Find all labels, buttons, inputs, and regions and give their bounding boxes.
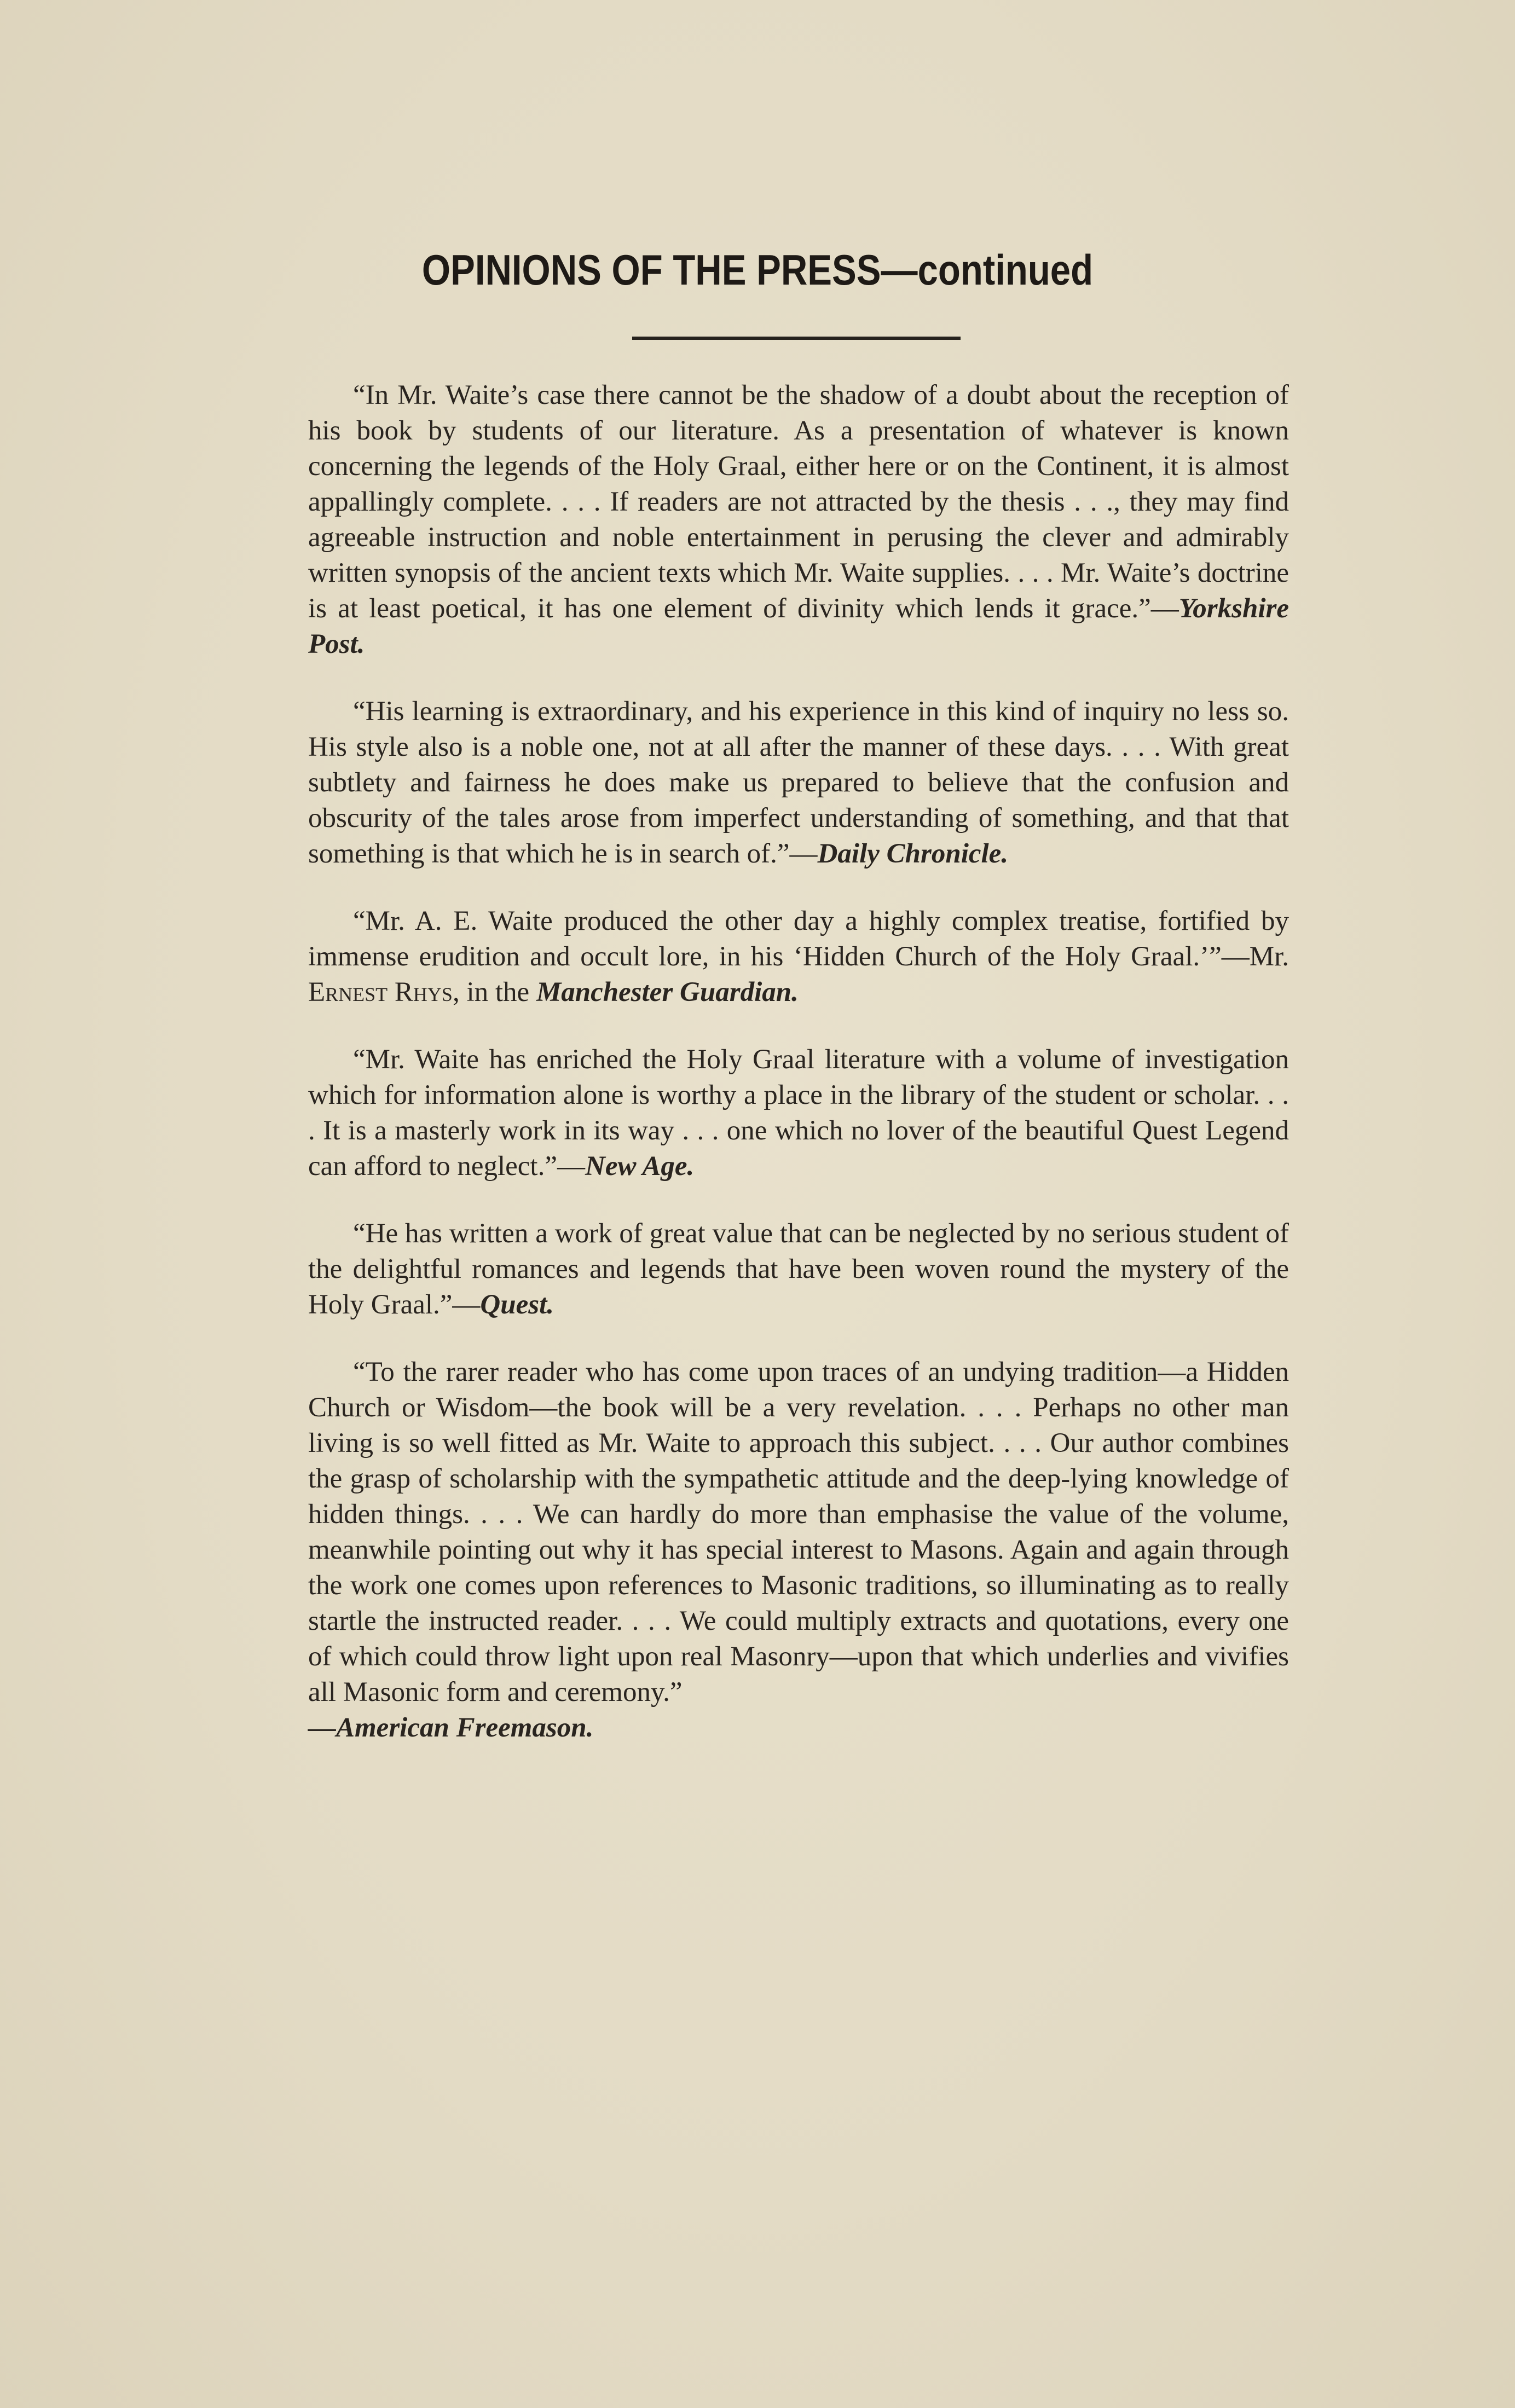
review-yorkshire-post (308, 378, 1289, 662)
review-new-age (308, 1042, 1289, 1184)
review-text: “To the rarer reader who has come upon traces of an undying tradition—a Hidden Church or Wisdom—the book will be a very revelation. . . . Perhaps no other man living is so well fitted as Mr. Waite to approach this subject. . . . Our author combines the grasp of scholarship with the sympathetic attitude and the deep-lying knowledge of hidden things. . . . We can hardly do more than emphasise the value of the volume, meanwhile pointing out why it has special interest to Masons. Again and again through the work one comes upon references to Masonic traditions, so illuminating as to really startle the instructed reader. . . . We could multiply extracts and quotations, every one of which could throw light upon real Masonry—upon that which underlies and vivifies all Masonic form and ceremony.” (308, 1357, 1289, 1707)
review-source: Quest. (480, 1289, 554, 1320)
review-daily-chronicle (308, 694, 1289, 872)
review-source: New Age. (585, 1151, 695, 1182)
review-text: “Mr. Waite has enriched the Holy Graal literature with a volume of investigation which for information alone is worthy a place in the library of the student or scholar. . . . It is a masterly work in its way . . . one which no lover of the beautiful Quest Legend can afford to neglect.”— (308, 1044, 1289, 1182)
review-text-after: , in the (452, 977, 536, 1008)
review-source: —American Freemason. (308, 1712, 594, 1743)
review-text: “Mr. A. E. Waite produced the other day a highly complex treatise, fortified by immense erudition and occult lore, in his ‘Hidden Church of the Holy Graal.’”—Mr. (308, 906, 1289, 972)
review-quest (308, 1216, 1289, 1323)
review-text: “He has written a work of great value that can be neglected by no serious student of the delightful romances and legends that have been woven round the mystery of the Holy Graal.”— (308, 1218, 1289, 1320)
review-manchester-guardian (308, 904, 1289, 1010)
review-american-freemason (308, 1354, 1289, 1746)
review-text: “In Mr. Waite’s case there cannot be the shadow of a doubt about the reception of his book by students of our literature. As a presentation of whatever is known concerning the legends of the Holy Graal, either here or on the Continent, it is almost appallingly complete. . . . If readers are not attracted by the thesis . . ., they may find agreeable instruction and noble entertainment in perusing the clever and admirably written synopsis of the ancient texts which Mr. Waite supplies. . . . Mr. Waite’s doctrine is at least poetical, it has one element of divinity which lends it grace.”— (308, 380, 1289, 624)
review-source: Daily Chronicle. (817, 838, 1009, 869)
review-source: Yorkshire Post. (308, 593, 1289, 659)
page-heading: OPINIONS OF THE PRESS—continued (421, 246, 1094, 294)
press-opinions (308, 378, 1289, 1775)
heading-rule (632, 337, 961, 340)
review-text: “His learning is extraordinary, and his experience in this kind of inquiry no less so. His style also is a noble one, not at all after the manner of these days. . . . With great subtlety and fairness he does make us prepared to believe that the confusion and obscurity of the tales arose from imperfect understanding of something, and that that something is that which he is in search of.”— (308, 696, 1289, 869)
review-author: Ernest Rhys (308, 977, 453, 1008)
review-source: Manchester Guardian. (536, 977, 799, 1008)
